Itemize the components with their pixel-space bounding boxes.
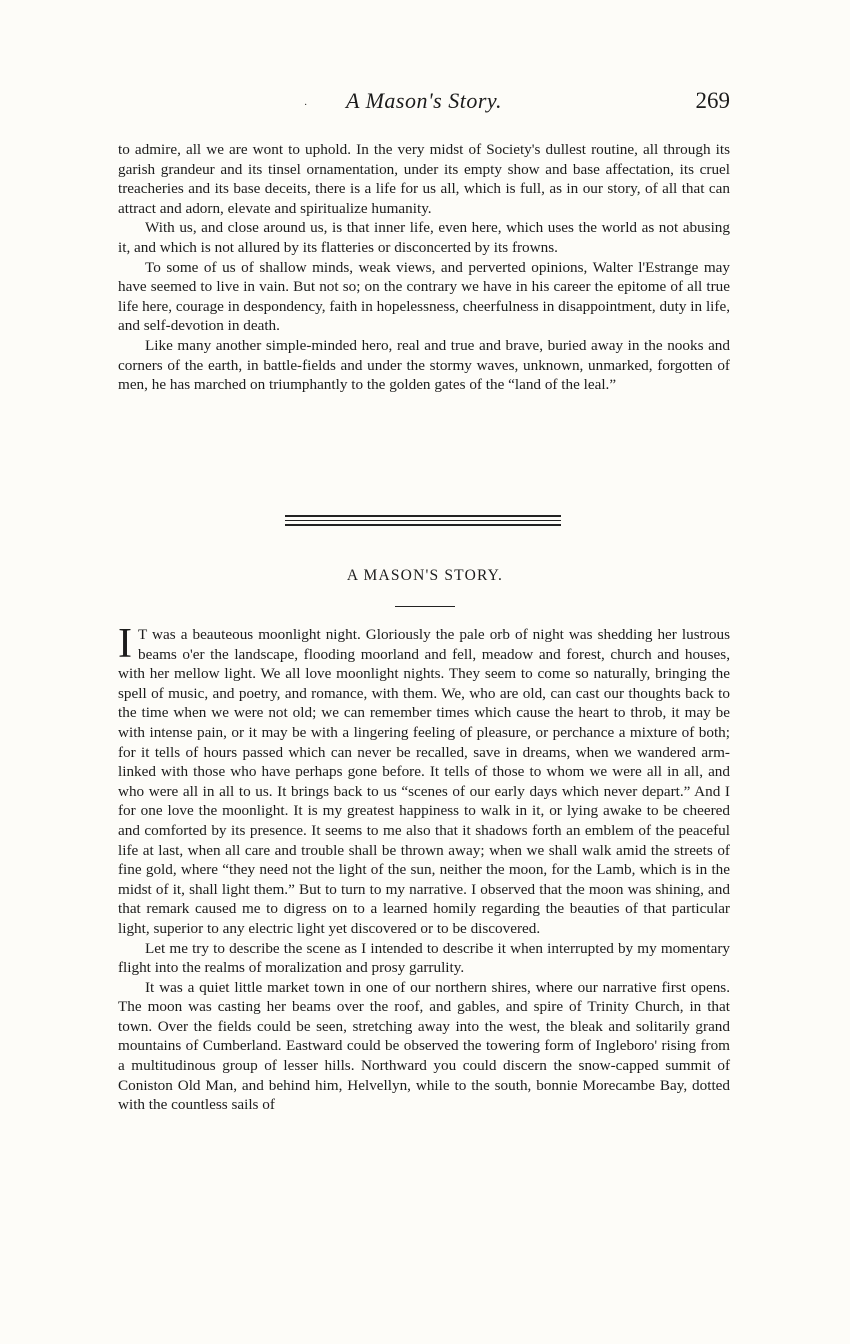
section-divider	[285, 515, 561, 529]
divider-rule	[285, 515, 561, 517]
title-rule	[395, 606, 455, 607]
running-title: A Mason's Story.	[346, 88, 502, 113]
first-paragraph	[118, 621, 730, 939]
paragraph: Let me try to describe the scene as I intended to describe it when interrupted by my momentary flight into the realms of moralization and prosy garrulity.	[118, 939, 730, 977]
paragraph: With us, and close around us, is that inner life, even here, which uses the world as not abusing it, and which is not allured by its flatteries or disconcerted by its frowns.	[118, 219, 730, 256]
story-text	[118, 621, 730, 1115]
drop-cap: I	[118, 621, 132, 667]
paragraph: It was a quiet little market town in one of our northern shires, where our narrative first opens. The moon was casting her beams over the roof, and gables, and spire of Trinity Church, in that town. Over the fields could be seen, stretching away into the west, the bleak and solitarily grand mountains of Cumberland. Eastward could be observed the towering form of Ingleboro' rising from a multitudinous group of lesser hills. Northward you could discern the snow-capped summit of Coniston Old Man, and behind him, Helvellyn, while to the south, bonnie Morecambe Bay, dotted with the countless sails of	[118, 978, 730, 1114]
previous-article-text	[118, 140, 730, 395]
divider-rule	[285, 520, 561, 521]
running-head	[118, 88, 730, 120]
paragraph: to admire, all we are wont to uphold. In the very midst of Society's dullest routine, all through its garish grandeur and its tinsel ornamentation, under its empty show and base affectation, its cruel treacheries and its base deceits, there is a life for us all, which is full, as in our story, of all that can attract and adorn, elevate and spiritualize humanity.	[118, 141, 730, 217]
ornament-dot: ·	[304, 100, 308, 111]
story-title: A MASON'S STORY.	[346, 567, 504, 584]
first-paragraph-text: T was a beauteous moonlight night. Gloriously the pale orb of night was shedding her lustrous beams o'er the landscape, flooding moorland and fell, meadow and forest, church and houses, with her mellow light. We all love moonlight nights. They seem to come so naturally, bringing the spell of music, and poetry, and romance, with them. We, who are old, can cast our thoughts back to the time when we were not old; we can remember times which cause the heart to throb, it may be with intense pain, or it may be with a lingering feeling of pleasure, or perchance a mixture of both; for it tells of hours passed which can never be recalled, save in dreams, when we wandered arm-linked with those who have perhaps gone before. It tells of those to whom we were all in all, and who were all in all to us. It brings back to us “scenes of our early days which never depart.” And I for one love the moonlight. It is my greatest happiness to walk in it, or lying awake to be cheered and comforted by its presence. It seems to me also that it shadows forth an emblem of the peaceful life at last, when all care and trouble shall be thrown away; when we shall walk amid the streets of fine gold, where “they need not the light of the sun, neither the moon, for the Lamb, which is in the midst of it, shall light them.” But to turn to my narrative. I observed that the moon was shining, and that remark caused me to digress on to a learned homily regarding the beauties of that particular light, superior to any electric light yet discovered or to be discovered.	[118, 626, 730, 937]
paragraph: To some of us of shallow minds, weak views, and perverted opinions, Walter l'Estrange may have seemed to live in vain. But not so; on the contrary we have in his career the epitome of all true life here, courage in despondency, faith in hopelessness, cheerfulness in disappointment, duty in life, and self-devotion in death.	[118, 258, 730, 335]
paragraph: Like many another simple-minded hero, real and true and brave, buried away in the nooks and corners of the earth, in battle-fields and under the stormy waves, unknown, unmarked, forgotten of men, he has marched on triumphantly to the golden gates of the “land of the leal.”	[118, 336, 730, 394]
divider-rule	[285, 524, 561, 526]
page-number: 269	[695, 88, 730, 113]
